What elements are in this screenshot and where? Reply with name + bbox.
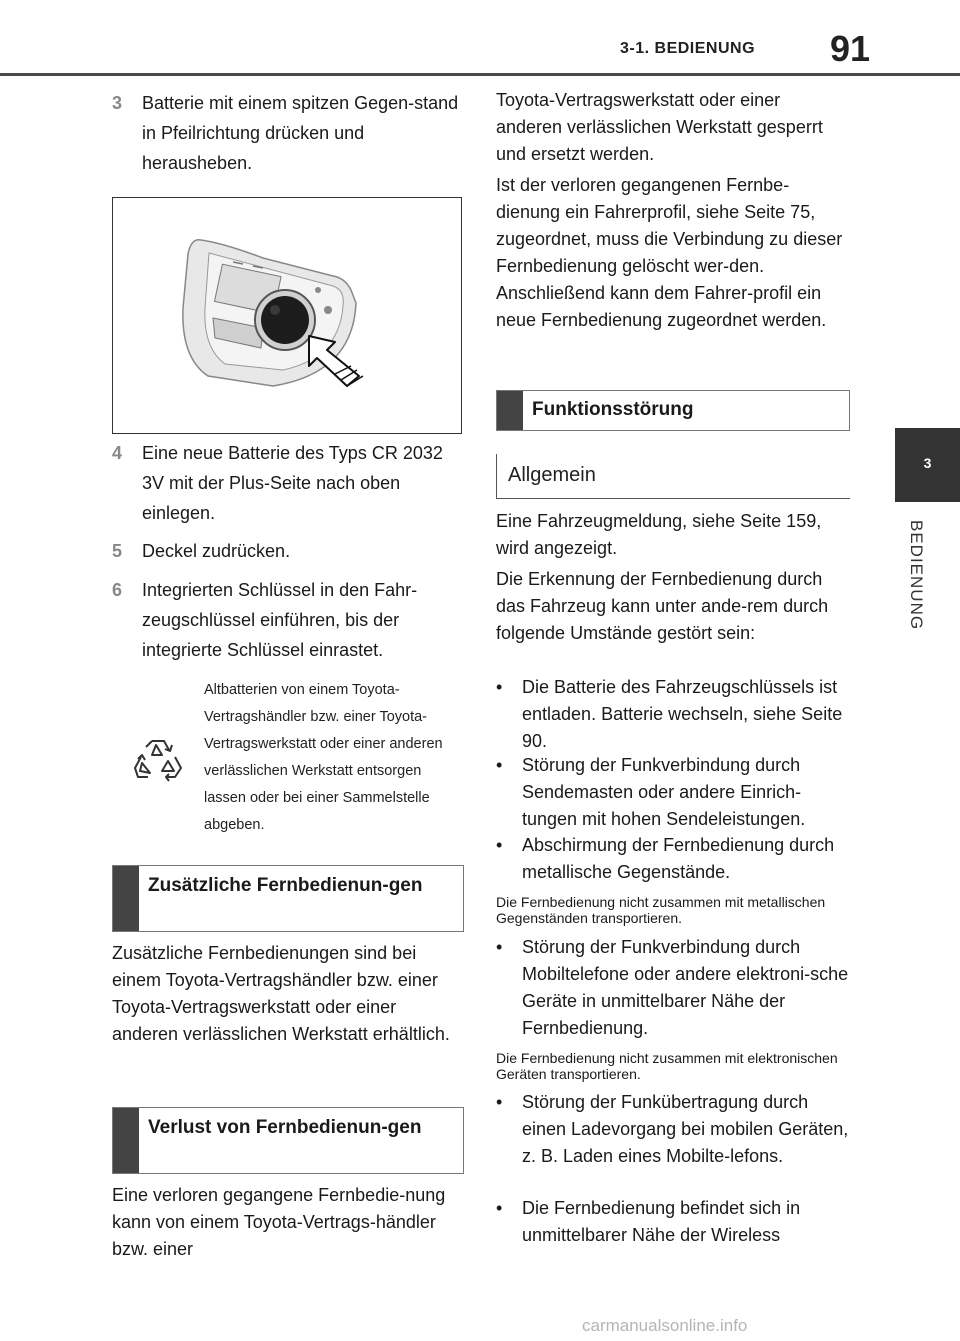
note-metal-objects: Die Fernbedienung nicht zusammen mit metallischen Gegenständen transportieren. — [496, 894, 826, 926]
list-item — [496, 1089, 852, 1197]
bullet-mark: • — [496, 1092, 503, 1112]
additional-remotes-text: Zusätzliche Fernbedienungen sind bei einem Toyota-Vertragshändler bzw. einer Toyota-Vertragswerkstatt oder einer anderen verlässlichen Werkstatt erhältlich. — [112, 943, 450, 1044]
section-heading-bar — [497, 391, 523, 430]
list-item-text: Die Batterie des Fahrzeugschlüssels ist entladen. Batterie wechseln, siehe Seite 90. — [522, 677, 843, 751]
section-heading-title: Funktionsstörung — [532, 399, 694, 420]
header-section-title: 3-1. BEDIENUNG — [620, 40, 756, 57]
recycle-note: Altbatterien von einem Toyota-Vertragshändler bzw. einer Toyota-Vertragswerkstatt oder einer anderen verlässlichen Werkstatt entsorgen lassen oder bei einer Sammelstelle abgeben. — [204, 682, 443, 833]
header-rule — [0, 73, 960, 76]
watermark: carmanualsonline.info — [582, 1316, 748, 1335]
list-item-text: Abschirmung der Fernbedienung durch metallische Gegenstände. — [522, 835, 835, 882]
list-item-text: Die Fernbedienung befindet sich in unmittelbarer Nähe der Wireless — [522, 1198, 801, 1245]
chapter-side-label-text: BEDIENUNG — [907, 520, 926, 631]
malfunction-intro-1: Eine Fahrzeugmeldung, siehe Seite 159, wird angezeigt. — [496, 511, 822, 558]
step-text: Deckel zudrücken. — [142, 541, 291, 561]
step-number: 4 — [112, 443, 123, 463]
chapter-side-label — [900, 520, 934, 640]
bullet-mark: • — [496, 677, 503, 697]
list-item — [496, 832, 852, 886]
section-heading-title: Verlust von Fernbedienun-gen — [148, 1117, 422, 1138]
section-heading-malfunction — [496, 390, 850, 431]
page-number: 91 — [830, 28, 871, 69]
list-item — [496, 674, 852, 755]
step-6 — [112, 575, 462, 667]
step-number: 5 — [112, 541, 123, 561]
chapter-tab-number: 3 — [923, 455, 932, 471]
section-heading-additional-remotes — [112, 865, 464, 932]
malfunction-intro-2: Die Erkennung der Fernbedienung durch das Fahrzeug kann unter ande-rem durch folgende Umstände gestört sein: — [496, 569, 829, 643]
step-text: Batterie mit einem spitzen Gegen-stand in Pfeilrichtung drücken und herausheben. — [142, 93, 459, 173]
subheading-general — [496, 454, 850, 499]
step-number: 6 — [112, 580, 123, 600]
list-item-text: Störung der Funkverbindung durch Sendemasten oder andere Einrich-tungen mit hohen Sendeleistungen. — [522, 755, 806, 829]
bullet-mark: • — [496, 835, 503, 855]
list-item-text: Störung der Funkverbindung durch Mobiltelefone oder andere elektroni-sche Geräte in unmittelbarer Nähe der Fernbedienung. — [522, 937, 849, 1038]
list-item — [496, 752, 852, 833]
subheading-title: Allgemein — [508, 464, 596, 486]
lost-remotes-text: Eine verloren gegangene Fernbedie-nung kann von einem Toyota-Vertrags-händler bzw. einer — [112, 1185, 446, 1259]
key-battery-figure — [112, 197, 462, 434]
section-heading-title: Zusätzliche Fernbedienun-gen — [148, 875, 423, 896]
step-text: Eine neue Batterie des Typs CR 2032 3V mit der Plus-Seite nach oben einlegen. — [142, 443, 443, 523]
bullet-mark: • — [496, 1198, 503, 1218]
list-item — [496, 1195, 852, 1249]
car-key-battery-illustration — [113, 198, 461, 433]
step-5 — [112, 536, 462, 566]
step-text: Integrierten Schlüssel in den Fahr-zeugschlüssel einführen, bis der integrierte Schlüssel einrastet. — [142, 580, 418, 660]
section-heading-bar — [113, 866, 139, 931]
driver-profile-text: Ist der verloren gegangenen Fernbe-dienung ein Fahrerprofil, siehe Seite 75, zugeordnet, muss die Verbindung zu dieser Fernbedienung gelöscht wer-den. Anschließend kann dem Fahrer-profil ein neue Fernbedienung zugeordnet werden. — [496, 175, 843, 330]
step-3 — [112, 88, 462, 183]
list-item — [496, 934, 852, 1042]
step-4 — [112, 438, 462, 530]
recycle-icon — [132, 733, 184, 785]
section-heading-bar — [113, 1108, 139, 1173]
bullet-mark: • — [496, 937, 503, 957]
note-electronic-devices: Die Fernbedienung nicht zusammen mit elektronischen Geräten transportieren. — [496, 1050, 838, 1082]
step-number: 3 — [112, 93, 123, 113]
lost-remotes-continued: Toyota-Vertragswerkstatt oder einer anderen verlässlichen Werkstatt gesperrt und ersetzt werden. — [496, 90, 823, 164]
section-heading-lost-remotes — [112, 1107, 464, 1174]
bullet-mark: • — [496, 755, 503, 775]
list-item-text: Störung der Funkübertragung durch einen Ladevorgang bei mobilen Geräten, z. B. Laden eines Mobilte-lefons. — [522, 1092, 849, 1166]
